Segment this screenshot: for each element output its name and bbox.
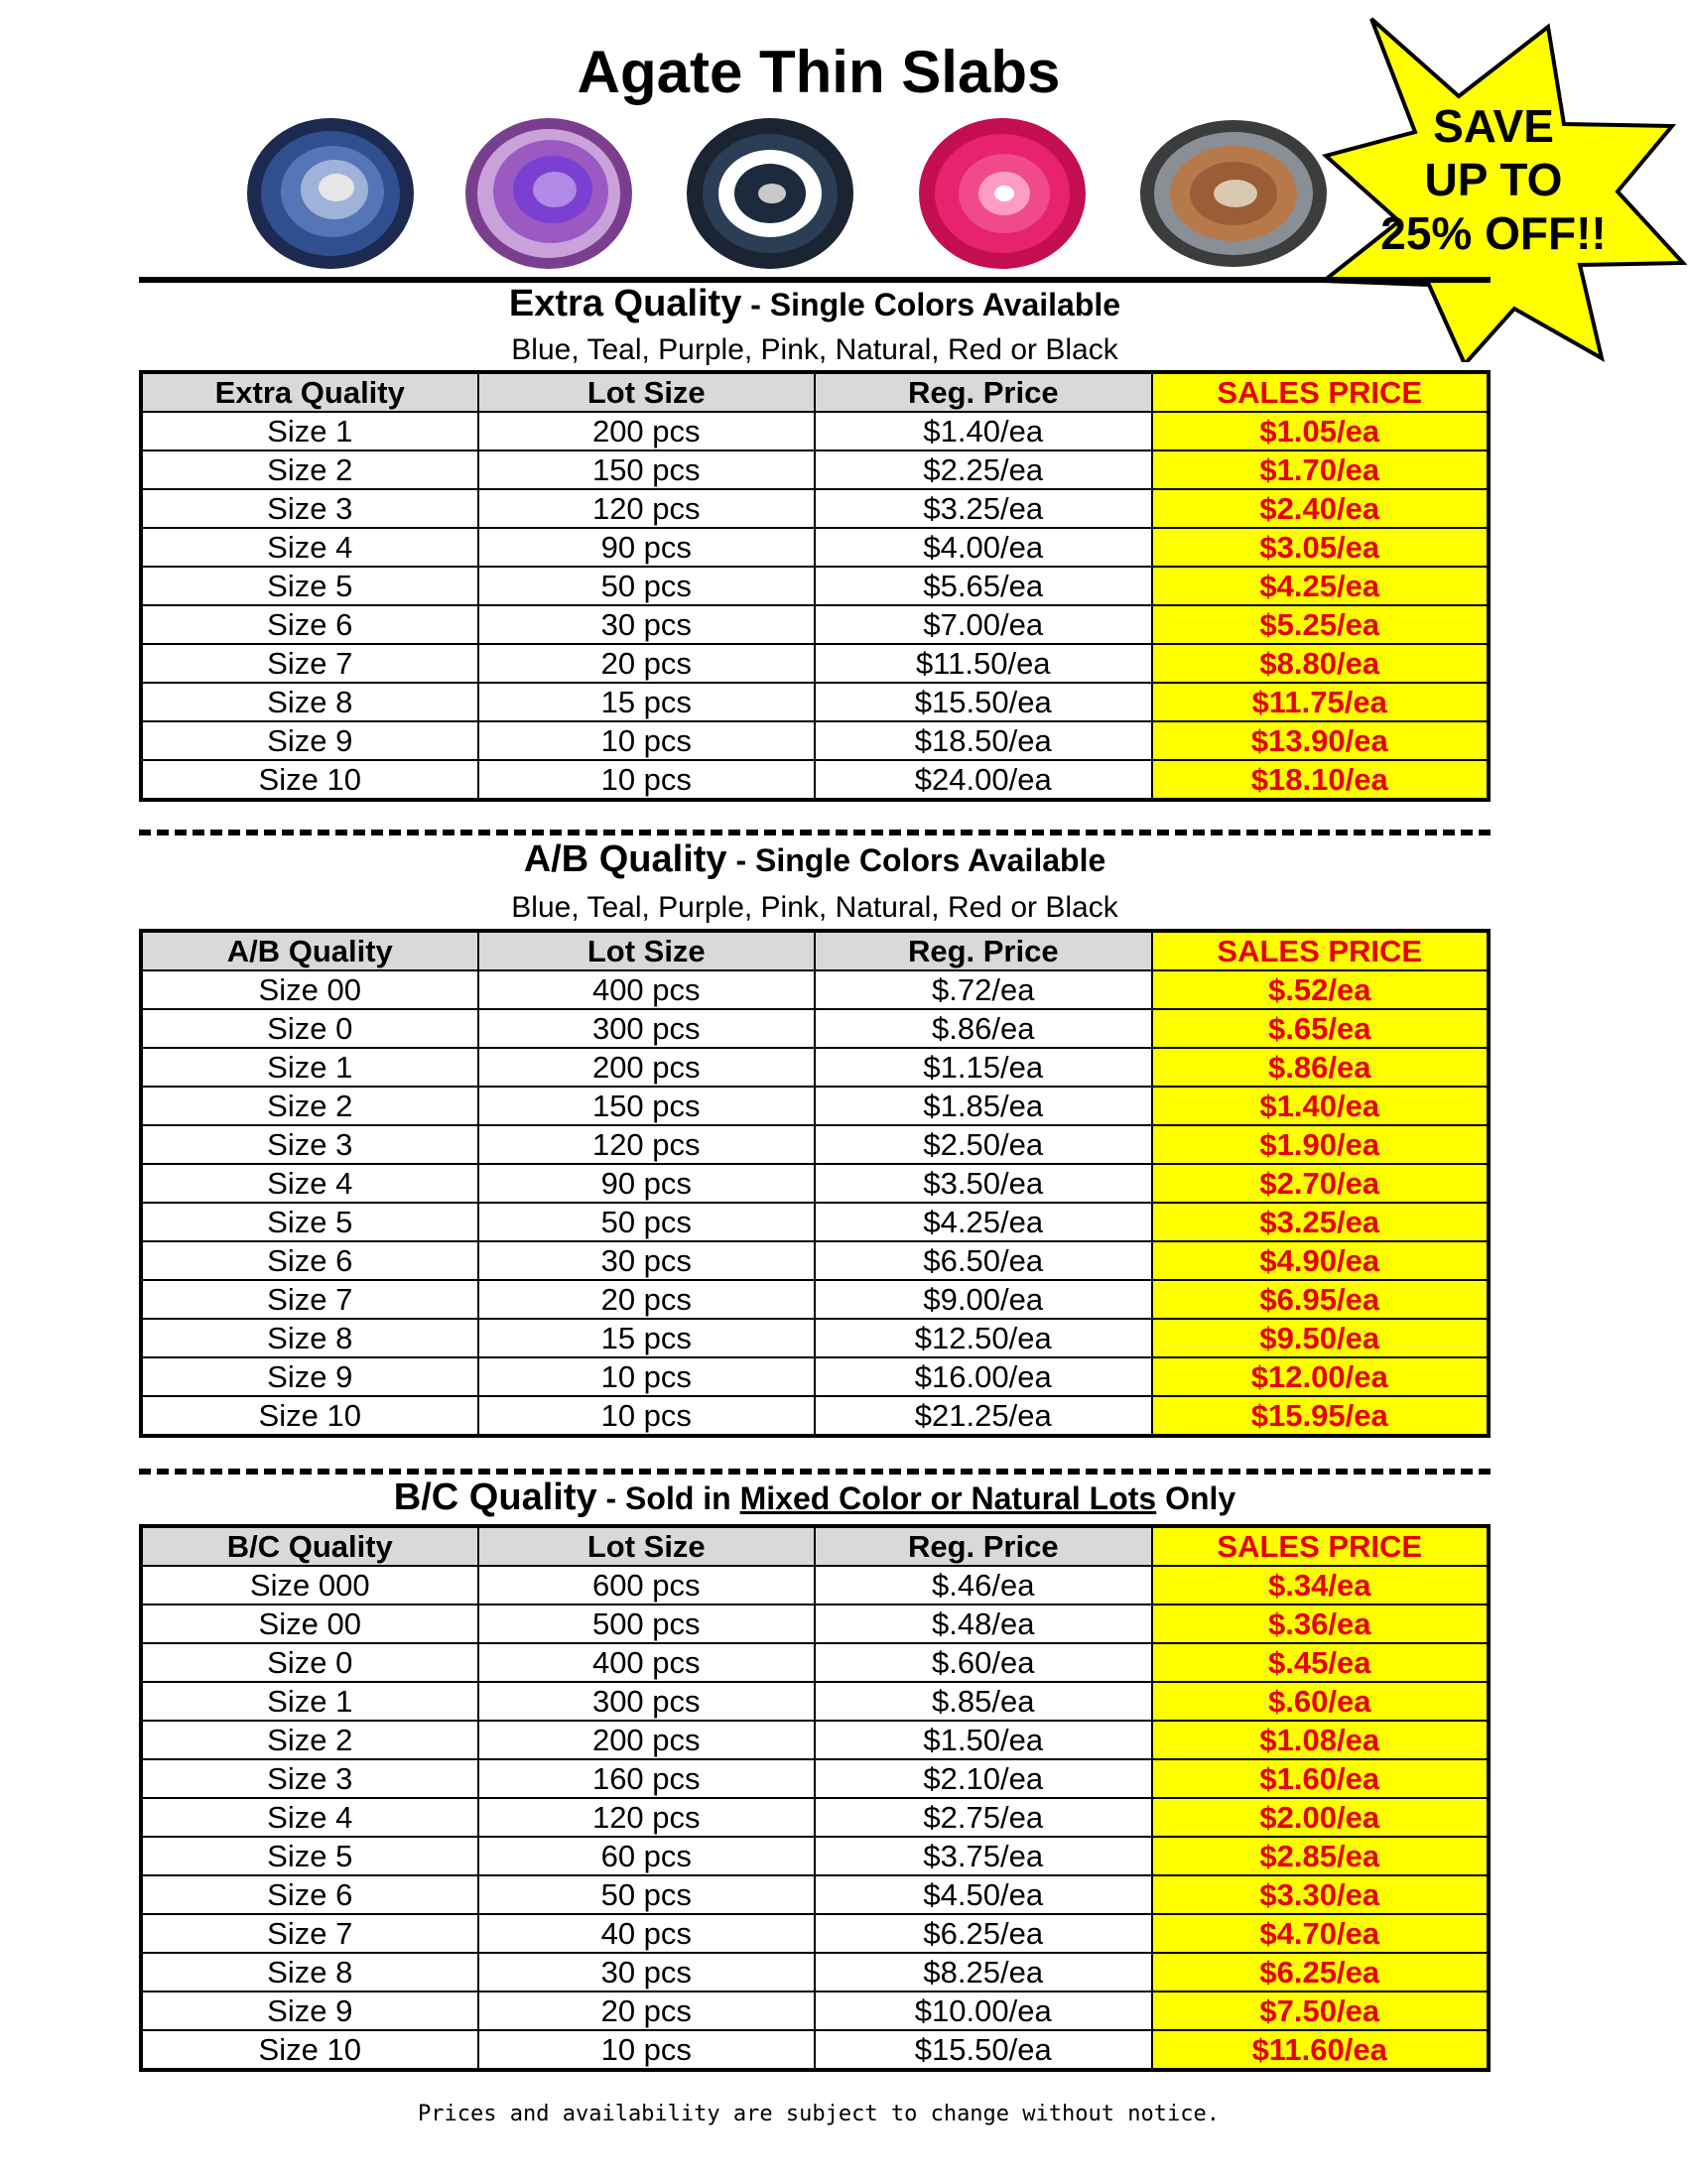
lot-size-cell: 400 pcs	[478, 1643, 816, 1682]
bc-quality-table	[139, 1524, 1491, 2072]
sales-price-cell: $13.90/ea	[1152, 721, 1490, 760]
bc-quality-subtitle-prefix: - Sold in	[596, 1480, 740, 1516]
reg-price-cell: $3.50/ea	[815, 1164, 1152, 1203]
sales-price-cell: $3.05/ea	[1152, 528, 1490, 567]
sales-price-cell: $2.70/ea	[1152, 1164, 1490, 1203]
lot-size-cell: 200 pcs	[478, 1048, 816, 1087]
lot-size-cell: 40 pcs	[478, 1914, 816, 1953]
table-row	[141, 1798, 1489, 1837]
sales-price-cell: $15.95/ea	[1152, 1396, 1490, 1436]
reg-price-cell: $5.65/ea	[815, 567, 1152, 605]
sales-price-cell: $6.25/ea	[1152, 1953, 1490, 1991]
size-cell: Size 1	[141, 412, 478, 450]
column-header: SALES PRICE	[1152, 931, 1490, 970]
badge-line-1: SAVE	[1433, 100, 1554, 152]
table-row	[141, 1837, 1489, 1875]
lot-size-cell: 300 pcs	[478, 1682, 816, 1721]
lot-size-cell: 50 pcs	[478, 1203, 816, 1241]
reg-price-cell: $.86/ea	[815, 1009, 1152, 1048]
table-row	[141, 605, 1489, 644]
sales-price-cell: $.34/ea	[1152, 1566, 1490, 1605]
column-header: Extra Quality	[141, 372, 478, 412]
sales-price-cell: $8.80/ea	[1152, 644, 1490, 683]
extra-quality-colors: Blue, Teal, Purple, Pink, Natural, Red or Black	[511, 333, 1118, 366]
sales-price-cell: $1.70/ea	[1152, 450, 1490, 489]
reg-price-cell: $4.50/ea	[815, 1875, 1152, 1914]
lot-size-cell: 60 pcs	[478, 1837, 816, 1875]
table-row	[141, 1087, 1489, 1125]
table-row	[141, 1875, 1489, 1914]
sales-price-cell: $12.00/ea	[1152, 1357, 1490, 1396]
lot-size-cell: 200 pcs	[478, 412, 816, 450]
reg-price-cell: $.85/ea	[815, 1682, 1152, 1721]
ab-quality-subtitle: - Single Colors Available	[726, 842, 1106, 878]
bc-quality-subtitle-underlined: Mixed Color or Natural Lots	[739, 1480, 1157, 1516]
lot-size-cell: 50 pcs	[478, 1875, 816, 1914]
table-row	[141, 1643, 1489, 1682]
column-header: SALES PRICE	[1152, 372, 1490, 412]
bc-quality-title: B/C Quality	[393, 1477, 597, 1518]
lot-size-cell: 150 pcs	[478, 450, 816, 489]
size-cell: Size 4	[141, 1164, 478, 1203]
size-cell: Size 10	[141, 760, 478, 800]
lot-size-cell: 30 pcs	[478, 605, 816, 644]
size-cell: Size 2	[141, 450, 478, 489]
size-cell: Size 2	[141, 1721, 478, 1759]
sales-price-cell: $3.25/ea	[1152, 1203, 1490, 1241]
column-header: Lot Size	[478, 372, 816, 412]
size-cell: Size 00	[141, 970, 478, 1009]
reg-price-cell: $6.50/ea	[815, 1241, 1152, 1280]
reg-price-cell: $15.50/ea	[815, 2030, 1152, 2070]
lot-size-cell: 120 pcs	[478, 1125, 816, 1164]
lot-size-cell: 600 pcs	[478, 1566, 816, 1605]
sales-price-cell: $6.95/ea	[1152, 1280, 1490, 1319]
size-cell: Size 3	[141, 1759, 478, 1798]
lot-size-cell: 10 pcs	[478, 721, 816, 760]
lot-size-cell: 10 pcs	[478, 760, 816, 800]
reg-price-cell: $.60/ea	[815, 1643, 1152, 1682]
reg-price-cell: $9.00/ea	[815, 1280, 1152, 1319]
sales-price-cell: $.36/ea	[1152, 1605, 1490, 1643]
reg-price-cell: $.48/ea	[815, 1605, 1152, 1643]
sales-price-cell: $18.10/ea	[1152, 760, 1490, 800]
size-cell: Size 9	[141, 721, 478, 760]
table-row	[141, 1991, 1489, 2030]
reg-price-cell: $1.40/ea	[815, 412, 1152, 450]
table-row	[141, 528, 1489, 567]
size-cell: Size 00	[141, 1605, 478, 1643]
reg-price-cell: $3.75/ea	[815, 1837, 1152, 1875]
table-row	[141, 1241, 1489, 1280]
size-cell: Size 5	[141, 1837, 478, 1875]
table-row	[141, 1396, 1489, 1436]
lot-size-cell: 160 pcs	[478, 1759, 816, 1798]
reg-price-cell: $2.25/ea	[815, 450, 1152, 489]
divider-dashed	[139, 830, 1491, 835]
sales-price-cell: $5.25/ea	[1152, 605, 1490, 644]
reg-price-cell: $2.10/ea	[815, 1759, 1152, 1798]
purple-agate-slab-image	[461, 114, 635, 273]
table-row	[141, 1605, 1489, 1643]
lot-size-cell: 10 pcs	[478, 2030, 816, 2070]
blue-agate-slab-image	[243, 114, 417, 273]
section-heading-extra	[139, 283, 1491, 325]
reg-price-cell: $11.50/ea	[815, 644, 1152, 683]
reg-price-cell: $4.00/ea	[815, 528, 1152, 567]
table-row	[141, 450, 1489, 489]
size-cell: Size 8	[141, 683, 478, 721]
table-header-row	[141, 931, 1489, 970]
lot-size-cell: 150 pcs	[478, 1087, 816, 1125]
column-header: Reg. Price	[815, 931, 1152, 970]
size-cell: Size 0	[141, 1009, 478, 1048]
section-heading-ab	[139, 838, 1491, 881]
column-header: Reg. Price	[815, 372, 1152, 412]
reg-price-cell: $6.25/ea	[815, 1914, 1152, 1953]
size-cell: Size 6	[141, 1241, 478, 1280]
sales-price-cell: $.65/ea	[1152, 1009, 1490, 1048]
lot-size-cell: 90 pcs	[478, 528, 816, 567]
column-header: SALES PRICE	[1152, 1526, 1490, 1566]
save-badge-text	[1379, 99, 1608, 260]
lot-size-cell: 120 pcs	[478, 1798, 816, 1837]
reg-price-cell: $16.00/ea	[815, 1357, 1152, 1396]
lot-size-cell: 200 pcs	[478, 1721, 816, 1759]
table-row	[141, 721, 1489, 760]
reg-price-cell: $.72/ea	[815, 970, 1152, 1009]
table-row	[141, 412, 1489, 450]
badge-line-2: UP TO	[1424, 154, 1563, 205]
lot-size-cell: 300 pcs	[478, 1009, 816, 1048]
sales-price-cell: $1.60/ea	[1152, 1759, 1490, 1798]
size-cell: Size 3	[141, 1125, 478, 1164]
lot-size-cell: 30 pcs	[478, 1953, 816, 1991]
lot-size-cell: 10 pcs	[478, 1357, 816, 1396]
lot-size-cell: 20 pcs	[478, 644, 816, 683]
table-row	[141, 1953, 1489, 1991]
sales-price-cell: $2.40/ea	[1152, 489, 1490, 528]
table-row	[141, 683, 1489, 721]
column-header: B/C Quality	[141, 1526, 478, 1566]
size-cell: Size 10	[141, 1396, 478, 1436]
lot-size-cell: 20 pcs	[478, 1280, 816, 1319]
reg-price-cell: $2.50/ea	[815, 1125, 1152, 1164]
sales-price-cell: $1.90/ea	[1152, 1125, 1490, 1164]
reg-price-cell: $7.00/ea	[815, 605, 1152, 644]
badge-line-3: 25% OFF!!	[1380, 207, 1607, 259]
size-cell: Size 6	[141, 605, 478, 644]
reg-price-cell: $10.00/ea	[815, 1991, 1152, 2030]
natural-agate-slab-image	[1136, 114, 1330, 273]
table-row	[141, 1009, 1489, 1048]
reg-price-cell: $1.85/ea	[815, 1087, 1152, 1125]
sales-price-cell: $11.60/ea	[1152, 2030, 1490, 2070]
column-header: Lot Size	[478, 931, 816, 970]
lot-size-cell: 10 pcs	[478, 1396, 816, 1436]
ab-quality-title: A/B Quality	[523, 838, 727, 880]
page-title: Agate Thin Slabs	[577, 39, 1061, 105]
extra-quality-title: Extra Quality	[508, 283, 742, 324]
sales-price-cell: $4.70/ea	[1152, 1914, 1490, 1953]
size-cell: Size 4	[141, 528, 478, 567]
size-cell: Size 5	[141, 1203, 478, 1241]
sales-price-cell: $1.05/ea	[1152, 412, 1490, 450]
sales-price-cell: $3.30/ea	[1152, 1875, 1490, 1914]
sales-price-cell: $4.90/ea	[1152, 1241, 1490, 1280]
size-cell: Size 7	[141, 1914, 478, 1953]
sales-price-cell: $.45/ea	[1152, 1643, 1490, 1682]
pink-agate-slab-image	[915, 114, 1089, 273]
table-row	[141, 644, 1489, 683]
lot-size-cell: 15 pcs	[478, 683, 816, 721]
table-row	[141, 1566, 1489, 1605]
reg-price-cell: $8.25/ea	[815, 1953, 1152, 1991]
ab-quality-colors: Blue, Teal, Purple, Pink, Natural, Red or Black	[511, 891, 1118, 924]
reg-price-cell: $21.25/ea	[815, 1396, 1152, 1436]
size-cell: Size 6	[141, 1875, 478, 1914]
table-row	[141, 1164, 1489, 1203]
table-row	[141, 1914, 1489, 1953]
sales-price-cell: $.52/ea	[1152, 970, 1490, 1009]
column-header: A/B Quality	[141, 931, 478, 970]
reg-price-cell: $24.00/ea	[815, 760, 1152, 800]
reg-price-cell: $3.25/ea	[815, 489, 1152, 528]
table-row	[141, 1721, 1489, 1759]
size-cell: Size 4	[141, 1798, 478, 1837]
table-row	[141, 970, 1489, 1009]
lot-size-cell: 15 pcs	[478, 1319, 816, 1357]
table-row	[141, 1203, 1489, 1241]
sales-price-cell: $4.25/ea	[1152, 567, 1490, 605]
lot-size-cell: 20 pcs	[478, 1991, 816, 2030]
table-row	[141, 1280, 1489, 1319]
teal-agate-slab-image	[683, 114, 856, 273]
table-row	[141, 1125, 1489, 1164]
extra-quality-table	[139, 370, 1491, 802]
sales-price-cell: $2.85/ea	[1152, 1837, 1490, 1875]
lot-size-cell: 500 pcs	[478, 1605, 816, 1643]
table-row	[141, 1319, 1489, 1357]
size-cell: Size 1	[141, 1682, 478, 1721]
table-row	[141, 1682, 1489, 1721]
sales-price-cell: $11.75/ea	[1152, 683, 1490, 721]
column-header: Lot Size	[478, 1526, 816, 1566]
size-cell: Size 8	[141, 1319, 478, 1357]
sales-price-cell: $9.50/ea	[1152, 1319, 1490, 1357]
footer-disclaimer: Prices and availability are subject to change without notice.	[418, 2102, 1220, 2126]
size-cell: Size 9	[141, 1991, 478, 2030]
size-cell: Size 7	[141, 1280, 478, 1319]
lot-size-cell: 400 pcs	[478, 970, 816, 1009]
reg-price-cell: $4.25/ea	[815, 1203, 1152, 1241]
table-row	[141, 567, 1489, 605]
bc-quality-subtitle-suffix: Only	[1156, 1480, 1236, 1516]
reg-price-cell: $12.50/ea	[815, 1319, 1152, 1357]
size-cell: Size 9	[141, 1357, 478, 1396]
size-cell: Size 8	[141, 1953, 478, 1991]
size-cell: Size 3	[141, 489, 478, 528]
size-cell: Size 2	[141, 1087, 478, 1125]
column-header: Reg. Price	[815, 1526, 1152, 1566]
lot-size-cell: 120 pcs	[478, 489, 816, 528]
lot-size-cell: 90 pcs	[478, 1164, 816, 1203]
sales-price-cell: $.86/ea	[1152, 1048, 1490, 1087]
size-cell: Size 000	[141, 1566, 478, 1605]
reg-price-cell: $18.50/ea	[815, 721, 1152, 760]
table-header-row	[141, 1526, 1489, 1566]
sales-price-cell: $2.00/ea	[1152, 1798, 1490, 1837]
sales-price-cell: $7.50/ea	[1152, 1991, 1490, 2030]
table-row	[141, 1759, 1489, 1798]
ab-quality-table	[139, 929, 1491, 1438]
reg-price-cell: $.46/ea	[815, 1566, 1152, 1605]
divider-dashed	[139, 1469, 1491, 1475]
sales-price-cell: $.60/ea	[1152, 1682, 1490, 1721]
reg-price-cell: $15.50/ea	[815, 683, 1152, 721]
size-cell: Size 5	[141, 567, 478, 605]
lot-size-cell: 50 pcs	[478, 567, 816, 605]
lot-size-cell: 30 pcs	[478, 1241, 816, 1280]
sales-price-cell: $1.40/ea	[1152, 1087, 1490, 1125]
size-cell: Size 0	[141, 1643, 478, 1682]
table-header-row	[141, 372, 1489, 412]
size-cell: Size 1	[141, 1048, 478, 1087]
extra-quality-subtitle: - Single Colors Available	[741, 287, 1121, 322]
reg-price-cell: $1.50/ea	[815, 1721, 1152, 1759]
reg-price-cell: $2.75/ea	[815, 1798, 1152, 1837]
table-row	[141, 489, 1489, 528]
reg-price-cell: $1.15/ea	[815, 1048, 1152, 1087]
size-cell: Size 10	[141, 2030, 478, 2070]
table-row	[141, 2030, 1489, 2070]
table-row	[141, 1048, 1489, 1087]
table-row	[141, 760, 1489, 800]
table-row	[141, 1357, 1489, 1396]
size-cell: Size 7	[141, 644, 478, 683]
section-heading-bc	[139, 1477, 1491, 1519]
sales-price-cell: $1.08/ea	[1152, 1721, 1490, 1759]
